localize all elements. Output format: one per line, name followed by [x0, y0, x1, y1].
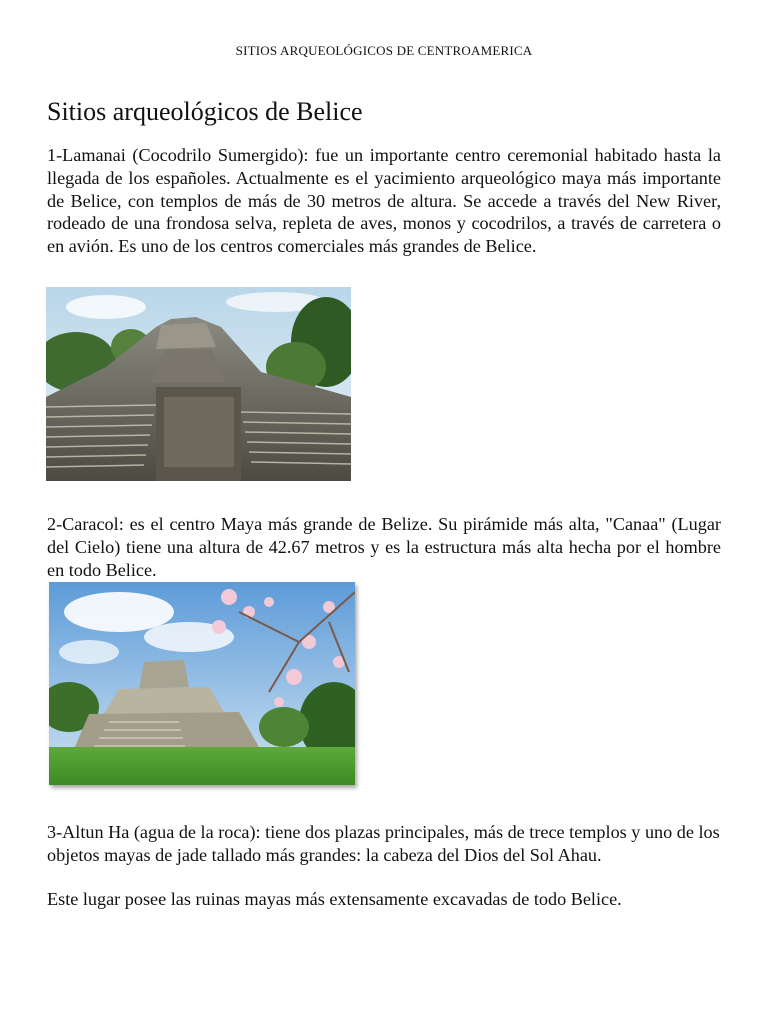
running-header: SITIOS ARQUEOLÓGICOS DE CENTROAMERICA	[235, 43, 533, 58]
caracol-paragraph: 2-Caracol: es el centro Maya más grande de Belize. Su pirámide más alta, "Canaa" (Lugar del Cielo) tiene una altura de 42.67 metros y es la estructura más alta hecha por el hombre en todo Belice.	[47, 514, 721, 580]
lamanai-paragraph: 1-Lamanai (Cocodrilo Sumergido): fue un importante centro ceremonial habitado hasta la llegada de los españoles. Actualmente es el yacimiento arqueológico maya más importante de Belice, con templos de más de 30 metros de altura. Se accede a través del New River, rodeado de una frondosa selva, repleta de aves, monos y cocodrilos, a través de carretera o en avión. Es uno de los centros comerciales más grandes de Belice.	[47, 145, 721, 257]
altun-ha-paragraph: 3-Altun Ha (agua de la roca): tiene dos plazas principales, más de trece templos y uno de los objetos mayas de jade tallado más grandes: la cabeza del Dios del Sol Ahau.	[47, 822, 720, 865]
page-title: Sitios arqueológicos de Belice	[47, 97, 363, 126]
lamanai-pyramid-photo	[46, 287, 351, 481]
altun-ha-extra-paragraph: Este lugar posee las ruinas mayas más extensamente excavadas de todo Belice.	[47, 889, 622, 909]
caracol-pyramid-photo	[49, 582, 355, 785]
